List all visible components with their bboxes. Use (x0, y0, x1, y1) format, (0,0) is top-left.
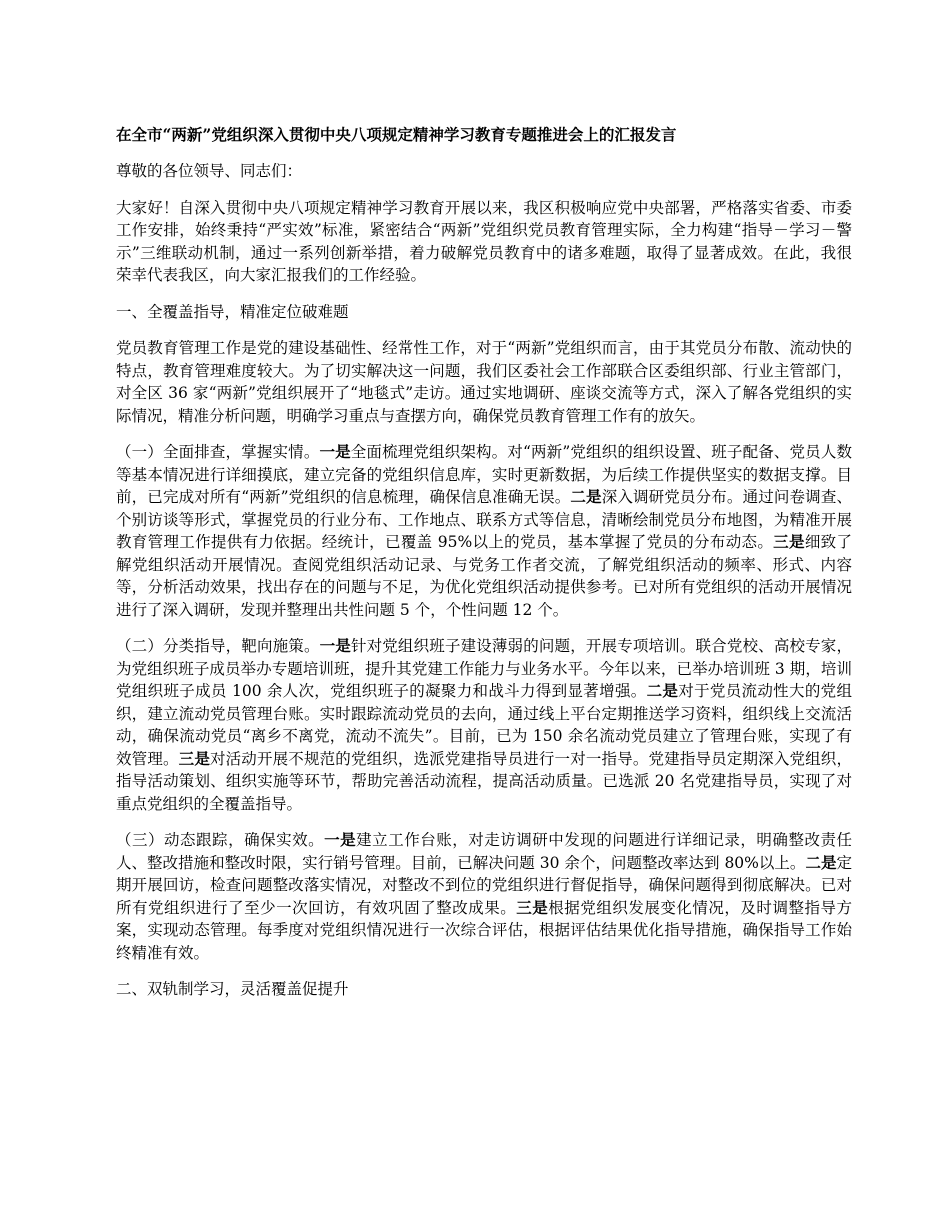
salutation: 尊敬的各位领导、同志们： (116, 162, 303, 180)
point-3-marker: 三是 (516, 897, 549, 917)
point-2-marker: 二是 (805, 852, 837, 872)
point-1-text: 全面梳理党组织架构。对“两新”党组织的组织设置、班子配备、党员人数等基本情况进行详细摸底，建立完备的党组织信息库，实时更新数据，为后续工作提供坚实的数据支撑。目前，已完成对所有“两新”党组织的信息梳理，确保信息准确无误。 (116, 443, 852, 506)
point-2-text: 深入调研党员分布。通过问卷调查、个别访谈等形式，掌握党员的行业分布、工作地点、联系方式等信息，清晰绘制党员分布地图，为精准开展教育管理工作提供有力依据。经统计，已覆盖 95%以上的党员，基本掌握了党员的分布动态。 (116, 488, 852, 551)
point-1-marker: 一是 (324, 830, 357, 849)
section-2-heading: 二、双轨制学习，灵活覆盖促提升 (116, 980, 349, 998)
point-3-text: 对活动开展不规范的党组织，选派党建指导员进行一对一指导。党建指导员定期深入党组织，指导活动策划、组织实施等环节，帮助完善活动流程，提高活动质量。已选派 20 名党建指导员，实现了对重点党组织的全覆盖指导。 (116, 749, 852, 813)
point-2-text: 定期开展回访，检查问题整改落实情况，对整改不到位的党组织进行督促指导，确保问题得到彻底解决。已对所有党组织进行了至少一次回访，有效巩固了整改成果。 (116, 853, 852, 917)
subsection-2-lead: （二）分类指导，靶向施策。 (116, 637, 320, 655)
intro-paragraph: 大家好！自深入贯彻中央八项规定精神学习教育开展以来，我区积极响应党中央部署，严格落实省委、市委工作安排，始终秉持“严实效”标准，紧密结合“两新”党组织党员教育管理实际，全力构建“指导－学习－警示”三维联动机制，通过一系列创新举措，着力破解党员教育中的诸多难题，取得了显著成效。在此，我很荣幸代表我区，向大家汇报我们的工作经验。 (116, 198, 852, 284)
subsection-1-paragraph (116, 441, 852, 621)
point-2-text: 对于党员流动性大的党组织，建立流动党员管理台账。实时跟踪流动党员的去向，通过线上平台定期推送学习资料，组织线上交流活动，确保流动党员“离乡不离党，流动不流失”。目前，已为 150 余名流动党员建立了管理台账，实现了有效管理。 (116, 682, 852, 768)
point-3-marker: 三是 (773, 532, 805, 551)
subsection-1-lead: （一）全面排查，掌握实情。 (116, 443, 320, 461)
point-2-marker: 二是 (646, 681, 679, 700)
point-2-marker: 二是 (570, 487, 602, 506)
document-title: 在全市“两新”党组织深入贯彻中央八项规定精神学习教育专题推进会上的汇报发言 (116, 125, 677, 144)
point-1-marker: 一是 (319, 636, 351, 655)
point-1-text: 针对党组织班子建设薄弱的问题，开展专项培训。联合党校、高校专家，为党组织班子成员举办专题培训班，提升其党建工作能力与业务水平。今年以来，已举办培训班 3 期，培训党组织班子成员 100 余人次，党组织班子的凝聚力和战斗力得到显著增强。 (116, 637, 852, 700)
point-1-marker: 一是 (319, 442, 351, 461)
section-1-body: 党员教育管理工作是党的建设基础性、经常性工作，对于“两新”党组织而言，由于其党员分布散、流动快的特点，教育管理难度较大。为了切实解决这一问题，我们区委社会工作部联合区委组织部、行业主管部门，对全区 36 家“两新”党组织展开了“地毯式”走访。通过实地调研、座谈交流等方式，深入了解各党组织的实际情况，精准分析问题，明确学习重点与查摆方向，确保党员教育管理工作有的放矢。 (116, 339, 852, 425)
document-page (116, 124, 852, 1015)
point-1-text: 建立工作台账，对走访调研中发现的问题进行详细记录，明确整改责任人、整改措施和整改时限，实行销号管理。目前，已解决问题 30 余个，问题整改率达到 80%以上。 (116, 831, 852, 872)
point-3-text: 细致了解党组织活动开展情况。查阅党组织活动记录、与党务工作者交流，了解党组织活动的频率、形式、内容等，分析活动效果，找出存在的问题与不足，为优化党组织活动提供参考。已对所有党组织的活动开展情况进行了深入调研，发现并整理出共性问题 5 个，个性问题 12 个。 (116, 533, 852, 619)
point-3-text: 根据党组织发展变化情况，及时调整指导方案，实现动态管理。每季度对党组织情况进行一次综合评估，根据评估结果优化指导措施，确保指导工作始终精准有效。 (116, 898, 852, 962)
subsection-3-paragraph (116, 829, 852, 964)
subsection-3-lead: （三）动态跟踪，确保实效。 (116, 831, 325, 849)
point-3-marker: 三是 (178, 748, 210, 768)
section-1-heading: 一、全覆盖指导，精准定位破难题 (116, 302, 349, 321)
subsection-2-paragraph (116, 635, 852, 815)
